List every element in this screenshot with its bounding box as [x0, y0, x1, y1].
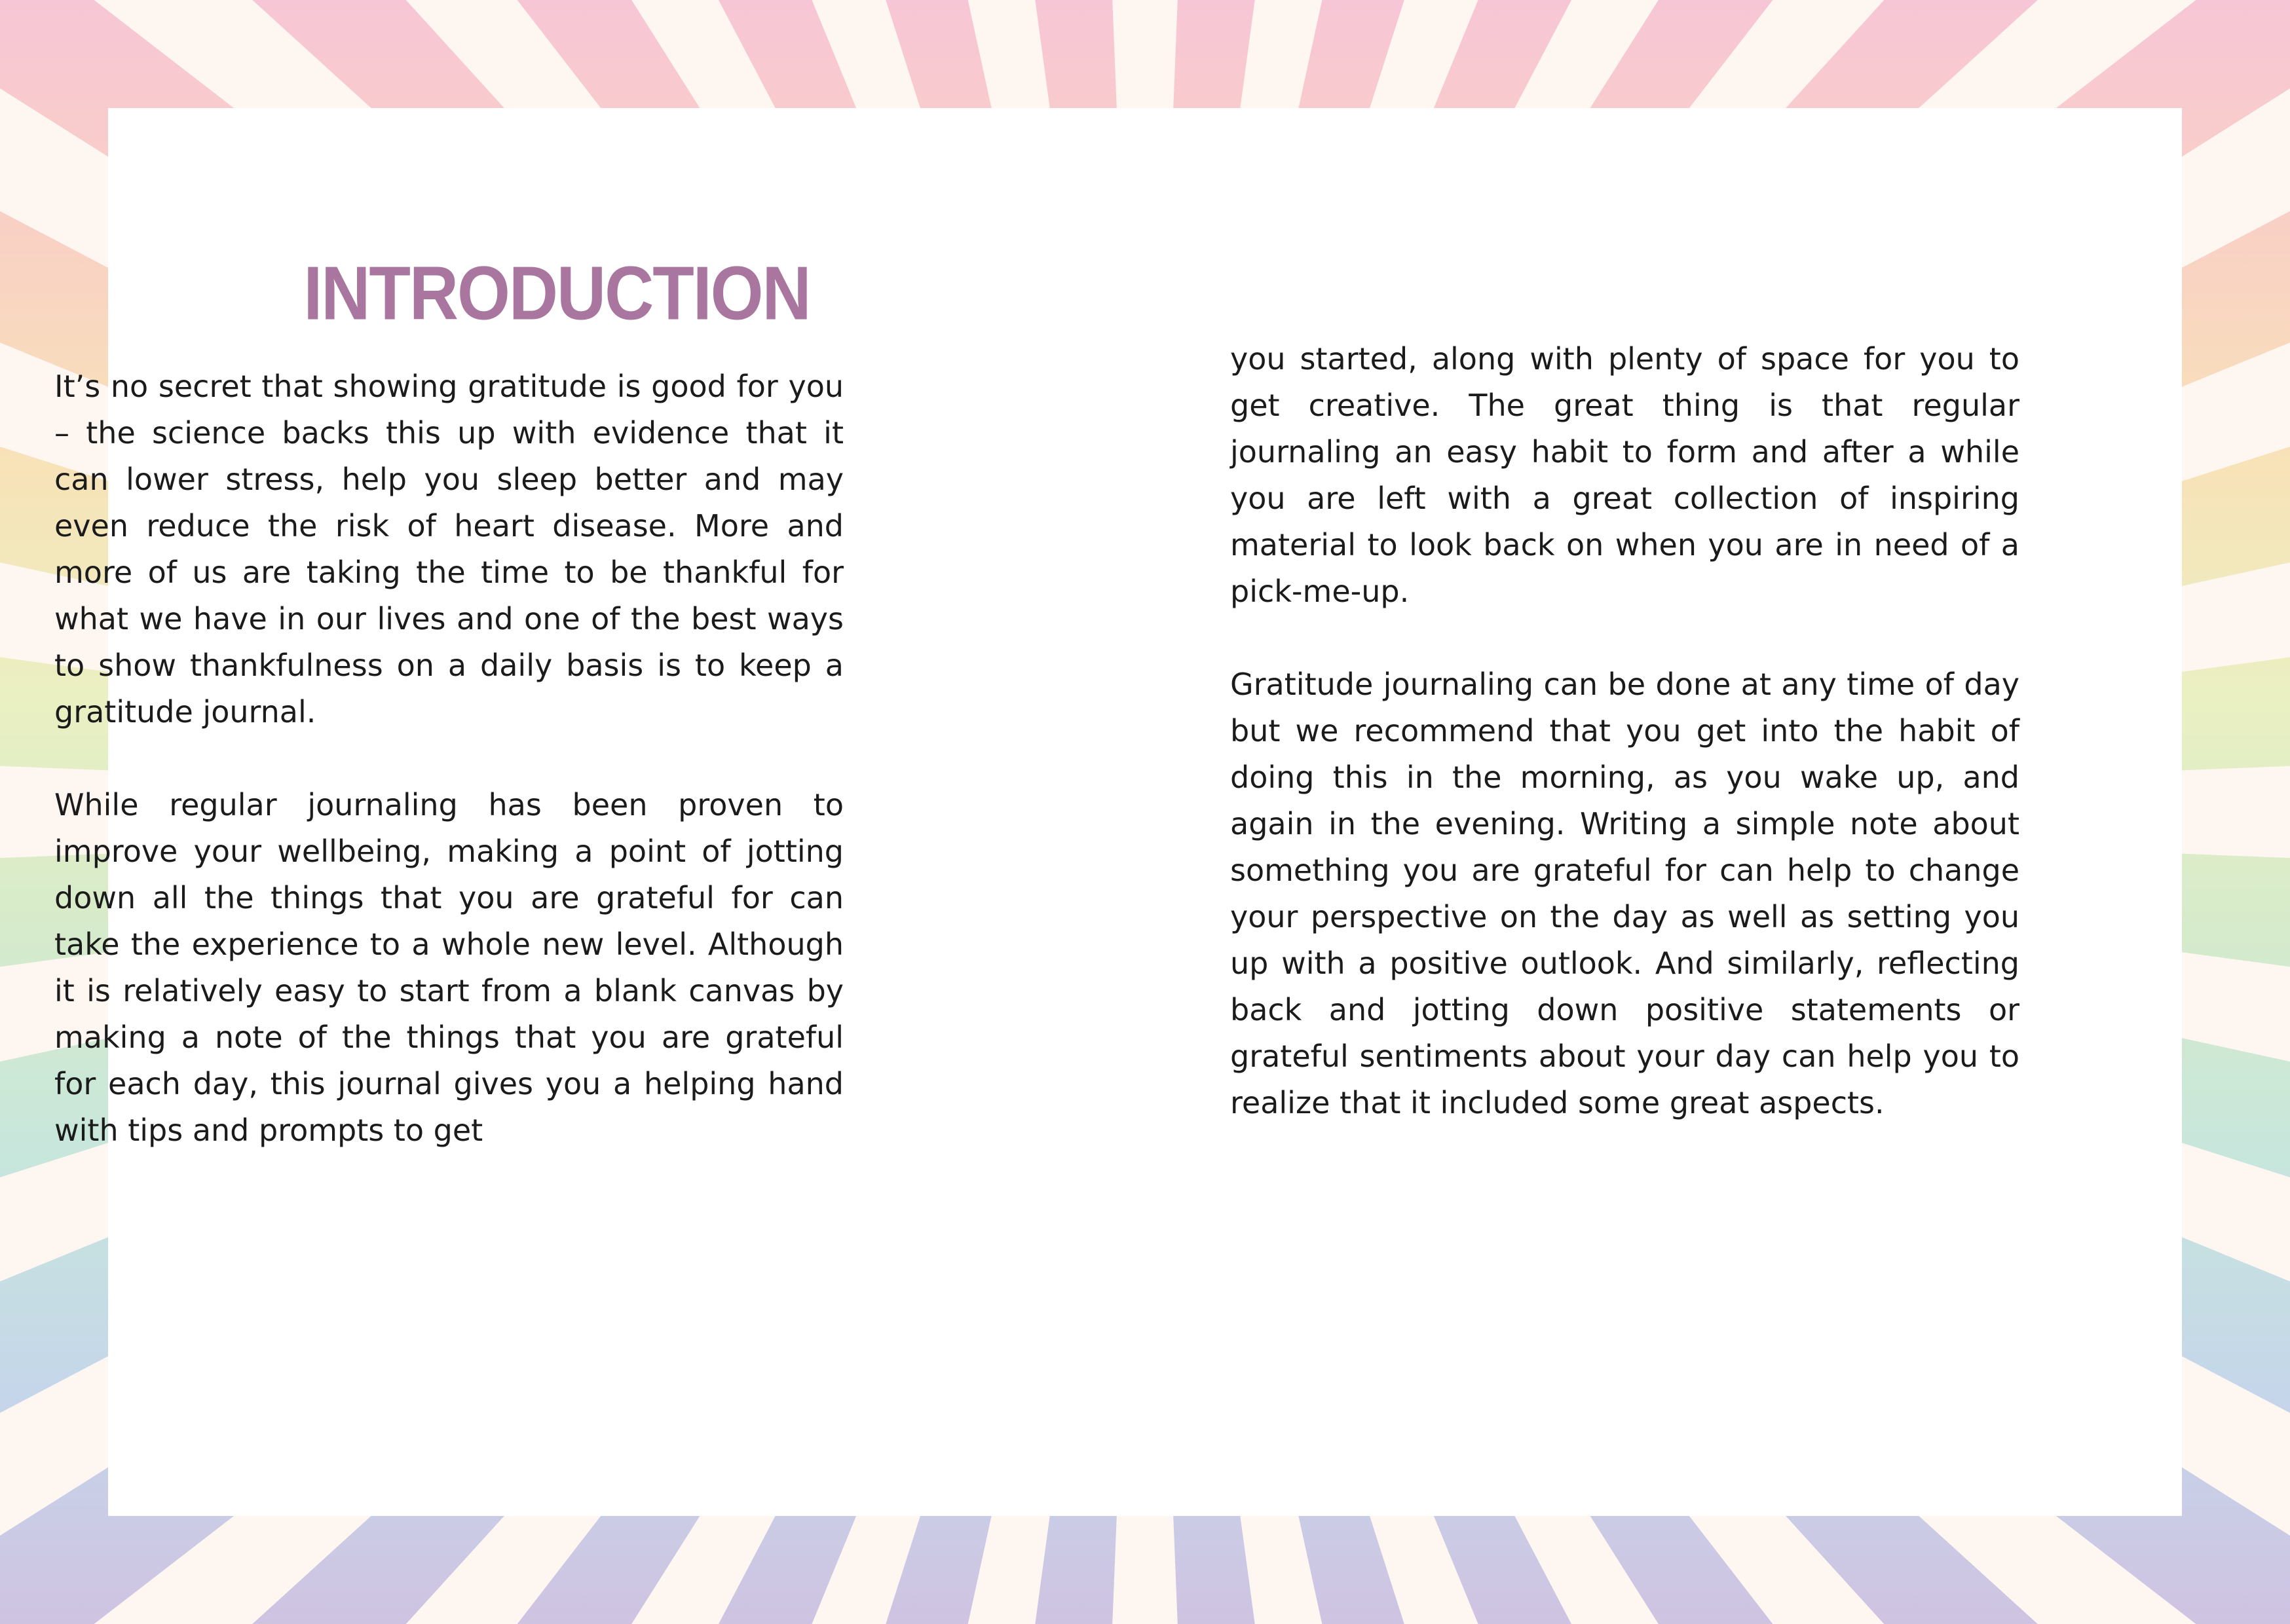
paragraph-intro: It’s no secret that showing gratitude is good for you – the science backs this up with evidence that it can lower stress, help you sleep better and may even reduce the risk of heart disease. More and more of us are taking the time to be thankful for what we have in our lives and one of the best ways to show thankfulness on a daily basis is to keep a gratitude journal. [54, 369, 844, 729]
page-title: INTRODUCTION [303, 251, 810, 337]
right-column [1230, 336, 2019, 1126]
left-column [54, 363, 844, 1154]
paragraph-timing: Gratitude journaling can be done at any time of day but we recommend that you get into the habit of doing this in the morning, as you wake up, and again in the evening. Writing a simple note about something you are grateful for can help to change your perspective on the day as well as setting you up with a positive outlook. And similarly, reflecting back and jotting down positive statements or grateful sentiments about your day can help you to realize that it included some great aspects. [1230, 667, 2019, 1120]
paragraph-continuation: you started, along with plenty of space for you to get creative. The great thing is that regular journaling an easy habit to form and after a while you are left with a great collection of inspiring material to look back on when you are in need of a pick-me-up. [1230, 341, 2019, 609]
paragraph-journaling: While regular journaling has been proven to improve your wellbeing, making a point of jotting down all the things that you are grateful for can take the experience to a whole new level. Although it is relatively easy to start from a blank canvas by making a note of the things that you are grateful for each day, this journal gives you a helping hand with tips and prompts to get [54, 787, 844, 1148]
